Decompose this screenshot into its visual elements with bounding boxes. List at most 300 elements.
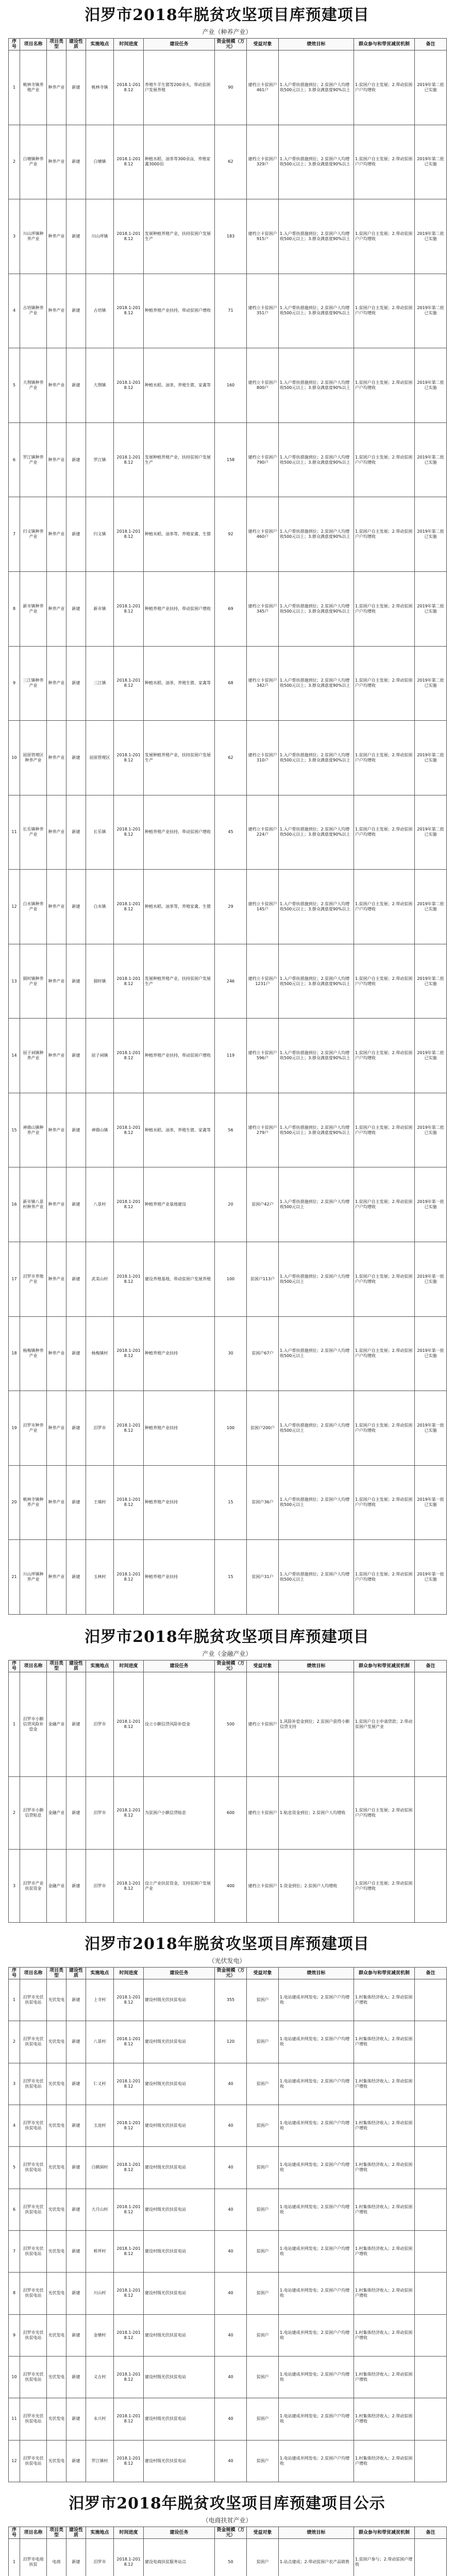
table-cell: 1.电站建成并网发电；2.贫困户户均增收 bbox=[279, 2440, 354, 2482]
column-header: 实施地点 bbox=[86, 1968, 114, 1979]
table-cell: 1.贫困户自主发展；2.带动贫困户户均增收 bbox=[354, 721, 415, 795]
table-cell: 归义镇 bbox=[86, 497, 114, 572]
column-header: 建设任务 bbox=[144, 1968, 215, 1979]
table-cell: 2 bbox=[9, 2021, 20, 2063]
column-header: 建设任务 bbox=[144, 39, 215, 50]
table-cell: 1.村集体经济收入；2.带动贫困户增收 bbox=[354, 2230, 415, 2272]
table-cell: 1.入户帮扶措施到位；2.贫困户人均增收500元以上；3.群众满意度90%以上 bbox=[279, 422, 354, 497]
table-cell: 种养产业 bbox=[47, 646, 66, 721]
table-cell: 1.入户帮扶措施到位；2.贫困户人均增收500元以上；3.群众满意度90%以上 bbox=[279, 348, 354, 423]
column-header: 序号 bbox=[9, 2527, 20, 2539]
table-cell bbox=[415, 2230, 447, 2272]
table-cell: 2018.1-2018.12 bbox=[114, 1465, 144, 1540]
section-photovoltaic bbox=[0, 1933, 454, 1966]
table-cell: 新建 bbox=[66, 1672, 86, 1777]
table-cell bbox=[415, 2314, 447, 2356]
table-cell: 2018.1-2018.12 bbox=[114, 2063, 144, 2105]
table-cell: 62 bbox=[215, 721, 247, 795]
table-cell: 建档立卡贫困户310户 bbox=[247, 721, 279, 795]
section-title: 汨罗市2018年脱贫攻坚项目库预建项目 bbox=[85, 1628, 369, 1646]
table-cell: 2018.1-2018.12 bbox=[114, 125, 144, 199]
table-cell: 发展种植养殖产业，扶持贫困户发展生产 bbox=[144, 944, 215, 1019]
table-cell: 建档立卡贫困户 bbox=[247, 1777, 279, 1850]
column-header: 时间进度 bbox=[114, 2527, 144, 2539]
table-row bbox=[9, 1672, 447, 1777]
table-cell: 1.村集体经济收入；2.带动贫困户增收 bbox=[354, 1979, 415, 2021]
table-cell: 90 bbox=[215, 50, 247, 125]
table-cell: 种植养殖产业扶持 bbox=[144, 1540, 215, 1615]
table-row bbox=[9, 2398, 447, 2440]
table-cell: 1 bbox=[9, 2539, 20, 2576]
table-cell: 14 bbox=[9, 1019, 20, 1093]
table-cell: 汨罗市种养产业 bbox=[20, 1391, 47, 1466]
table-cell: 建设村级光伏扶贫电站 bbox=[144, 2230, 215, 2272]
table-cell: 2018.1-2018.12 bbox=[114, 2273, 144, 2314]
table-cell: 11 bbox=[9, 2398, 20, 2440]
table-cell: 贫困户200户 bbox=[247, 1391, 279, 1466]
table-cell: 种植养殖产业扶持，带动贫困户增收 bbox=[144, 1019, 215, 1093]
header-row bbox=[9, 2527, 447, 2539]
table-cell: 69 bbox=[215, 571, 247, 646]
table-cell: 神鼎山镇 bbox=[86, 1093, 114, 1167]
table-cell: 贫困户 bbox=[247, 2273, 279, 2314]
table-cell: 20 bbox=[9, 1465, 20, 1540]
table-cell: 种养产业 bbox=[47, 944, 66, 1019]
table-cell: 2019年第二批已实施 bbox=[415, 571, 447, 646]
table-cell: 1.入户帮扶措施到位；2.贫困户人均增收500元以上；3.群众满意度90%以上 bbox=[279, 50, 354, 125]
table-cell: 种养产业 bbox=[47, 1391, 66, 1466]
table-cell: 新建 bbox=[66, 646, 86, 721]
table-cell: 1.入户帮扶措施到位；2.贫困户人均增收500元以上 bbox=[279, 1540, 354, 1615]
table-cell: 2018.1-2018.12 bbox=[114, 2230, 144, 2272]
table-cell: 2019年第二批已实施 bbox=[415, 497, 447, 572]
column-header: 建设性质 bbox=[66, 1660, 86, 1672]
table-cell: 建档立卡贫困户596户 bbox=[247, 1019, 279, 1093]
table-cell: 新建 bbox=[66, 2230, 86, 2272]
table-cell: 汨罗市养殖产业 bbox=[20, 1242, 47, 1317]
table-cell: 158 bbox=[215, 422, 247, 497]
table-cell: 5 bbox=[9, 348, 20, 423]
table-cell: 汨罗市 bbox=[86, 2539, 114, 2576]
table-cell: 71 bbox=[215, 274, 247, 348]
table-cell: 弼时镇 bbox=[86, 944, 114, 1019]
table-cell: 1.贫困户自主发展；2.带动贫困户户均增收 bbox=[354, 125, 415, 199]
table-cell: 50 bbox=[215, 2539, 247, 2576]
table-cell: 2018.1-2018.12 bbox=[114, 2147, 144, 2189]
table-row bbox=[9, 2021, 447, 2063]
table-cell: 1.入户帮扶措施到位；2.贫困户人均增收500元以上 bbox=[279, 1391, 354, 1466]
table-cell: 金融产业 bbox=[47, 1850, 66, 1923]
table-cell: 400 bbox=[215, 1850, 247, 1923]
table-cell: 1.入户帮扶措施到位；2.贫困户人均增收500元以上 bbox=[279, 1316, 354, 1391]
table-cell: 发展种植养殖产业，扶持贫困户发展生产 bbox=[144, 199, 215, 274]
table-cell: 汨罗市光伏扶贫电站 bbox=[20, 2314, 47, 2356]
table-cell: 川山坪镇种养产业 bbox=[20, 1540, 47, 1615]
table-cell: 汨罗市光伏扶贫电站 bbox=[20, 2189, 47, 2230]
table-cell: 贫困户 bbox=[247, 2398, 279, 2440]
table-cell: 2018.1-2018.12 bbox=[114, 2356, 144, 2398]
table-cell: 种植养殖产业扶持，带动贫困户增收 bbox=[144, 571, 215, 646]
table-row bbox=[9, 795, 447, 870]
table-cell: 12 bbox=[9, 870, 20, 944]
table-cell: 2018.1-2018.12 bbox=[114, 497, 144, 572]
table-row bbox=[9, 1167, 447, 1242]
table-cell: 建档立卡贫困户329户 bbox=[247, 125, 279, 199]
table-cell: 设立小额信贷风险补偿金 bbox=[144, 1672, 215, 1777]
table-cell: 光伏发电 bbox=[47, 1979, 66, 2021]
table-row bbox=[9, 199, 447, 274]
table-cell: 新市镇 bbox=[86, 571, 114, 646]
table-cell: 建设村级光伏扶贫电站 bbox=[144, 2147, 215, 2189]
table-cell: 贫困户67户 bbox=[247, 1316, 279, 1391]
table-cell: 15 bbox=[9, 1093, 20, 1167]
table-cell: 种养产业 bbox=[47, 1540, 66, 1615]
table-cell: 3 bbox=[9, 1850, 20, 1923]
table-cell: 1.电站建成并网发电；2.贫困户户均增收 bbox=[279, 2189, 354, 2230]
table-cell: 1.入户帮扶措施到位；2.贫困户人均增收500元以上 bbox=[279, 1465, 354, 1540]
table-cell: 弼时镇种养产业 bbox=[20, 944, 47, 1019]
table-cell: 桃林寺镇种养产业 bbox=[20, 1465, 47, 1540]
table-cell: 1.贫困户自主发展；2.带动贫困户户均增收 bbox=[354, 348, 415, 423]
table-cell: 白鹤洞村 bbox=[86, 2147, 114, 2189]
table-cell: 21 bbox=[9, 1540, 20, 1615]
table-cell: 1.贫困户自主发展；2.带动贫困户户均增收 bbox=[354, 1850, 415, 1923]
table-cell: 新建 bbox=[66, 1850, 86, 1923]
table-cell: 2018.1-2018.12 bbox=[114, 199, 144, 274]
table-cell: 汨罗市产业扶贫资金 bbox=[20, 1850, 47, 1923]
table-cell: 新建 bbox=[66, 497, 86, 572]
table-cell: 新市镇种养产业 bbox=[20, 571, 47, 646]
table-cell: 建档立卡贫困户145户 bbox=[247, 870, 279, 944]
table-cell bbox=[415, 1850, 447, 1923]
table-cell: 白水镇种养产业 bbox=[20, 870, 47, 944]
table-cell: 1.电站建成并网发电；2.贫困户户均增收 bbox=[279, 2314, 354, 2356]
table-cell: 汨罗市小额信贷风险补偿金 bbox=[20, 1672, 47, 1777]
table-cell: 种植养殖产业扶持 bbox=[144, 1391, 215, 1466]
table-cell: 1.电站建成并网发电；2.贫困户户均增收 bbox=[279, 2230, 354, 2272]
table-cell: 100 bbox=[215, 1391, 247, 1466]
table-cell: 2 bbox=[9, 1777, 20, 1850]
header-row bbox=[9, 1968, 447, 1979]
table-cell: 120 bbox=[215, 2021, 247, 2063]
section-subtitle: 产业（种养产业） bbox=[202, 28, 252, 36]
table-cell: 40 bbox=[215, 2147, 247, 2189]
table-cell: 新建 bbox=[66, 721, 86, 795]
table-cell: 金融产业 bbox=[47, 1777, 66, 1850]
table-cell: 2018.1-2018.12 bbox=[114, 1850, 144, 1923]
table-cell: 桥坪村 bbox=[86, 2230, 114, 2272]
table-cell: 40 bbox=[215, 2314, 247, 2356]
table-cell: 1.贫困户自主发展；2.带动贫困户户均增收 bbox=[354, 1540, 415, 1615]
table-cell: 建设村级光伏扶贫电站 bbox=[144, 2273, 215, 2314]
table-row bbox=[9, 721, 447, 795]
table-row bbox=[9, 2356, 447, 2398]
table-row bbox=[9, 1540, 447, 1615]
table-cell: 新建 bbox=[66, 2356, 86, 2398]
column-header: 受益对象 bbox=[247, 1660, 279, 1672]
table-cell: 贫困户113户 bbox=[247, 1242, 279, 1317]
projects-table-photovoltaic bbox=[8, 1967, 447, 2482]
table-cell: 1.入户帮扶措施到位；2.贫困户人均增收500元以上；3.群众满意度90%以上 bbox=[279, 274, 354, 348]
table-cell: 1.贫困户自主发展；2.带动贫困户户均增收 bbox=[354, 50, 415, 125]
table-row bbox=[9, 1850, 447, 1923]
table-cell: 1.村集体经济收入；2.带动贫困户增收 bbox=[354, 2105, 415, 2146]
table-cell: 2019年第二批已实施 bbox=[415, 348, 447, 423]
section-planting-breeding bbox=[0, 4, 454, 37]
table-cell: 种养产业 bbox=[47, 1242, 66, 1317]
column-header: 备注 bbox=[415, 1968, 447, 1979]
table-cell: 种养产业 bbox=[47, 274, 66, 348]
table-cell: 白水镇 bbox=[86, 870, 114, 944]
table-cell: 种养产业 bbox=[47, 1316, 66, 1391]
table-cell: 贫困户 bbox=[247, 2105, 279, 2146]
table-cell: 新建 bbox=[66, 2189, 86, 2230]
table-cell: 2019年第二批已实施 bbox=[415, 125, 447, 199]
table-cell: 2018.1-2018.12 bbox=[114, 721, 144, 795]
table-cell: 种植水稻、油茶等，养殖家禽、生猪 bbox=[144, 497, 215, 572]
table-cell: 玉池村 bbox=[86, 2105, 114, 2146]
table-row bbox=[9, 422, 447, 497]
table-cell: 40 bbox=[215, 2230, 247, 2272]
table-cell: 光伏发电 bbox=[47, 2440, 66, 2482]
table-cell: 长乐镇种养产业 bbox=[20, 795, 47, 870]
table-cell: 光伏发电 bbox=[47, 2273, 66, 2314]
table-cell: 屈原管理区 bbox=[86, 721, 114, 795]
table-cell: 2018.1-2018.12 bbox=[114, 1242, 144, 1317]
table-cell: 电商 bbox=[47, 2539, 66, 2576]
table-cell: 1.风险补偿金到位；2.贫困户获得小额信贷支持 bbox=[279, 1672, 354, 1777]
table-cell: 56 bbox=[215, 1093, 247, 1167]
column-header: 群众参与和带贫减贫机制 bbox=[354, 2527, 415, 2539]
section-title: 汨罗市2018年脱贫攻坚项目库预建项目 bbox=[85, 6, 369, 24]
table-cell: 2018.1-2018.12 bbox=[114, 795, 144, 870]
table-cell: 汨罗市 bbox=[86, 1777, 114, 1850]
table-cell: 古培镇种养产业 bbox=[20, 274, 47, 348]
table-cell: 建设村级光伏扶贫电站 bbox=[144, 1979, 215, 2021]
table-cell: 2019年第二批已实施 bbox=[415, 199, 447, 274]
table-cell: 新建 bbox=[66, 1167, 86, 1242]
table-cell: 汨罗市光伏扶贫电站 bbox=[20, 2063, 47, 2105]
projects-table-ecommerce bbox=[8, 2527, 447, 2576]
table-cell: 种养产业 bbox=[47, 497, 66, 572]
table-cell: 川山坪镇 bbox=[86, 199, 114, 274]
table-cell: 1.村集体经济收入；2.带动贫困户增收 bbox=[354, 2021, 415, 2063]
table-cell: 川山村 bbox=[86, 2273, 114, 2314]
column-header: 项目名称 bbox=[20, 1660, 47, 1672]
table-cell bbox=[415, 2398, 447, 2440]
table-cell: 45 bbox=[215, 795, 247, 870]
table-cell: 1.入户帮扶措施到位；2.贫困户人均增收500元以上；3.群众满意度90%以上 bbox=[279, 125, 354, 199]
column-header: 项目名称 bbox=[20, 39, 47, 50]
table-cell: 白塘镇种养产业 bbox=[20, 125, 47, 199]
table-cell: 新建 bbox=[66, 870, 86, 944]
table-cell: 246 bbox=[215, 944, 247, 1019]
column-header: 受益对象 bbox=[247, 39, 279, 50]
table-cell bbox=[415, 2063, 447, 2105]
table-cell: 归义镇种养产业 bbox=[20, 497, 47, 572]
table-cell: 杨梅镇种养产业 bbox=[20, 1316, 47, 1391]
table-cell: 种养产业 bbox=[47, 50, 66, 125]
table-cell: 上寺村 bbox=[86, 1979, 114, 2021]
table-cell: 1.入户帮扶措施到位；2.贫困户人均增收500元以上；3.群众满意度90%以上 bbox=[279, 1019, 354, 1093]
table-cell bbox=[415, 2147, 447, 2189]
table-cell: 2018.1-2018.12 bbox=[114, 1979, 144, 2021]
table-cell: 种养产业 bbox=[47, 422, 66, 497]
table-cell: 3 bbox=[9, 199, 20, 274]
table-cell: 11 bbox=[9, 795, 20, 870]
table-cell: 1.贫困户自主发展；2.带动贫困户户均增收 bbox=[354, 274, 415, 348]
table-cell: 2018.1-2018.12 bbox=[114, 870, 144, 944]
table-cell: 1.贫困户自主发展；2.带动贫困户户均增收 bbox=[354, 944, 415, 1019]
table-cell: 金塘村 bbox=[86, 2314, 114, 2356]
section-ecommerce bbox=[0, 2493, 454, 2526]
table-row bbox=[9, 348, 447, 423]
table-cell: 160 bbox=[215, 348, 247, 423]
table-cell: 16 bbox=[9, 1167, 20, 1242]
table-row bbox=[9, 2189, 447, 2230]
table-cell: 2018.1-2018.12 bbox=[114, 1672, 144, 1777]
table-cell: 1.贫困户参与；2.带动贫困户增收 bbox=[354, 2539, 415, 2576]
table-cell: 建设村级光伏扶贫电站 bbox=[144, 2105, 215, 2146]
table-cell bbox=[415, 2273, 447, 2314]
table-cell: 新建 bbox=[66, 1316, 86, 1391]
table-cell: 29 bbox=[215, 870, 247, 944]
table-cell: 汨罗市 bbox=[86, 1850, 114, 1923]
column-header: 资金规模（万元） bbox=[215, 1660, 247, 1672]
table-cell: 种养产业 bbox=[47, 795, 66, 870]
table-cell: 1.入户帮扶措施到位；2.贫困户人均增收500元以上；3.群众满意度90%以上 bbox=[279, 721, 354, 795]
table-cell: 15 bbox=[215, 1465, 247, 1540]
table-cell: 8 bbox=[9, 571, 20, 646]
column-header: 备注 bbox=[415, 2527, 447, 2539]
column-header: 绩效目标 bbox=[279, 1968, 354, 1979]
table-cell: 贫困户 bbox=[247, 2314, 279, 2356]
column-header: 建设任务 bbox=[144, 2527, 215, 2539]
table-cell: 贫困户 bbox=[247, 2147, 279, 2189]
table-cell: 种植水稻、油茶等，养殖家禽、生猪 bbox=[144, 870, 215, 944]
table-cell: 贫困户 bbox=[247, 2440, 279, 2482]
table-cell: 119 bbox=[215, 1019, 247, 1093]
table-cell: 贫困户 bbox=[247, 1979, 279, 2021]
table-cell: 2019年第二批已实施 bbox=[415, 274, 447, 348]
column-header: 项目名称 bbox=[20, 2527, 47, 2539]
table-cell: 30 bbox=[215, 1316, 247, 1391]
section-finance bbox=[0, 1626, 454, 1659]
table-cell: 神鼎山镇种养产业 bbox=[20, 1093, 47, 1167]
table-cell: 种植养殖产业扶持，带动贫困户增收 bbox=[144, 274, 215, 348]
table-cell: 建设养殖基地，带动贫困户发展养殖 bbox=[144, 1242, 215, 1317]
table-cell: 贫困户31户 bbox=[247, 1540, 279, 1615]
table-cell: 屈原管理区种养产业 bbox=[20, 721, 47, 795]
table-row bbox=[9, 497, 447, 572]
table-cell: 2019年第二批已实施 bbox=[415, 721, 447, 795]
table-cell: 2019年第二批已实施 bbox=[415, 1019, 447, 1093]
table-row bbox=[9, 1316, 447, 1391]
section-subtitle: （光伏发电） bbox=[208, 1957, 246, 1964]
table-cell: 5 bbox=[9, 2147, 20, 2189]
table-cell: 4 bbox=[9, 2105, 20, 2146]
table-cell: 20 bbox=[215, 1167, 247, 1242]
table-cell: 2018.1-2018.12 bbox=[114, 2105, 144, 2146]
table-cell: 1.贫困户自主申请贷款；2.带动贫困户发展产业 bbox=[354, 1672, 415, 1777]
table-cell: 建档立卡贫困户915户 bbox=[247, 199, 279, 274]
table-cell: 2018.1-2018.12 bbox=[114, 2189, 144, 2230]
table-cell: 白塘镇 bbox=[86, 125, 114, 199]
column-header: 建设性质 bbox=[66, 39, 86, 50]
table-cell: 桃林寺镇 bbox=[86, 50, 114, 125]
table-cell: 建设村级光伏扶贫电站 bbox=[144, 2440, 215, 2482]
projects-table-planting-breeding bbox=[8, 38, 447, 1615]
table-cell: 1.村集体经济收入；2.带动贫困户增收 bbox=[354, 2273, 415, 2314]
table-cell: 2018.1-2018.12 bbox=[114, 2440, 144, 2482]
table-cell: 355 bbox=[215, 1979, 247, 2021]
table-cell: 三江镇种养产业 bbox=[20, 646, 47, 721]
table-cell: 1.电站建成并网发电；2.贫困户户均增收 bbox=[279, 2147, 354, 2189]
table-cell: 183 bbox=[215, 199, 247, 274]
table-cell: 7 bbox=[9, 2230, 20, 2272]
table-cell: 新建 bbox=[66, 2105, 86, 2146]
table-cell: 罗江镇种养产业 bbox=[20, 422, 47, 497]
table-cell: 大月山村 bbox=[86, 2189, 114, 2230]
table-cell: 2019年第二批已实施 bbox=[415, 1093, 447, 1167]
table-cell: 光伏发电 bbox=[47, 2021, 66, 2063]
column-header: 资金规模（万元） bbox=[215, 1968, 247, 1979]
column-header: 项目类型 bbox=[47, 1968, 66, 1979]
table-cell bbox=[415, 2440, 447, 2482]
section-subtitle: （电商扶贫产业） bbox=[202, 2517, 252, 2524]
table-cell: 种养产业 bbox=[47, 870, 66, 944]
table-row bbox=[9, 646, 447, 721]
table-cell: 40 bbox=[215, 2356, 247, 2398]
table-cell: 种养产业 bbox=[47, 1465, 66, 1540]
table-cell: 种植养殖产业扶持，带动贫困户增收 bbox=[144, 795, 215, 870]
column-header: 时间进度 bbox=[114, 1968, 144, 1979]
table-cell: 2018.1-2018.12 bbox=[114, 1019, 144, 1093]
table-cell: 2018.1-2018.12 bbox=[114, 944, 144, 1019]
header-row bbox=[9, 39, 447, 50]
table-cell: 2019年第一批已实施 bbox=[415, 1242, 447, 1317]
table-cell: 光伏发电 bbox=[47, 2063, 66, 2105]
table-cell: 1 bbox=[9, 50, 20, 125]
table-cell: 新建 bbox=[66, 2063, 86, 2105]
table-cell: 汨罗市 bbox=[86, 1672, 114, 1777]
table-cell: 40 bbox=[215, 2063, 247, 2105]
table-cell: 2018.1-2018.12 bbox=[114, 571, 144, 646]
table-cell: 为贫困户小额信贷贴息 bbox=[144, 1777, 215, 1850]
table-cell: 三江镇 bbox=[86, 646, 114, 721]
table-cell: 1.电站建成并网发电；2.贫困户户均增收 bbox=[279, 2063, 354, 2105]
table-cell: 1.贫困户自主发展；2.带动贫困户户均增收 bbox=[354, 1019, 415, 1093]
table-cell: 种养产业 bbox=[47, 1093, 66, 1167]
column-header: 序号 bbox=[9, 39, 20, 50]
table-cell: 贫困户42户 bbox=[247, 1167, 279, 1242]
table-cell: 汨罗市光伏扶贫电站 bbox=[20, 2356, 47, 2398]
table-cell: 川山坪镇种养产业 bbox=[20, 199, 47, 274]
table-cell: 1.入户帮扶措施到位；2.贫困户人均增收500元以上；3.群众满意度90%以上 bbox=[279, 646, 354, 721]
table-cell: 2019年第二批已实施 bbox=[415, 422, 447, 497]
table-cell: 1.入户帮扶措施到位；2.贫困户人均增收500元以上；3.群众满意度90%以上 bbox=[279, 1093, 354, 1167]
table-cell: 1.电站建成并网发电；2.贫困户户均增收 bbox=[279, 2356, 354, 2398]
table-cell: 1.贫困户自主发展；2.带动贫困户户均增收 bbox=[354, 422, 415, 497]
table-cell: 40 bbox=[215, 2189, 247, 2230]
table-cell: 40 bbox=[215, 2440, 247, 2482]
table-cell: 王埔村 bbox=[86, 1465, 114, 1540]
table-cell: 金融产业 bbox=[47, 1672, 66, 1777]
table-cell: 1.电站建成并网发电；2.贫困户户均增收 bbox=[279, 2273, 354, 2314]
table-cell: 新建 bbox=[66, 2539, 86, 2576]
table-cell: 1.电站建成并网发电；2.贫困户户均增收 bbox=[279, 2105, 354, 2146]
table-cell: 9 bbox=[9, 2314, 20, 2356]
